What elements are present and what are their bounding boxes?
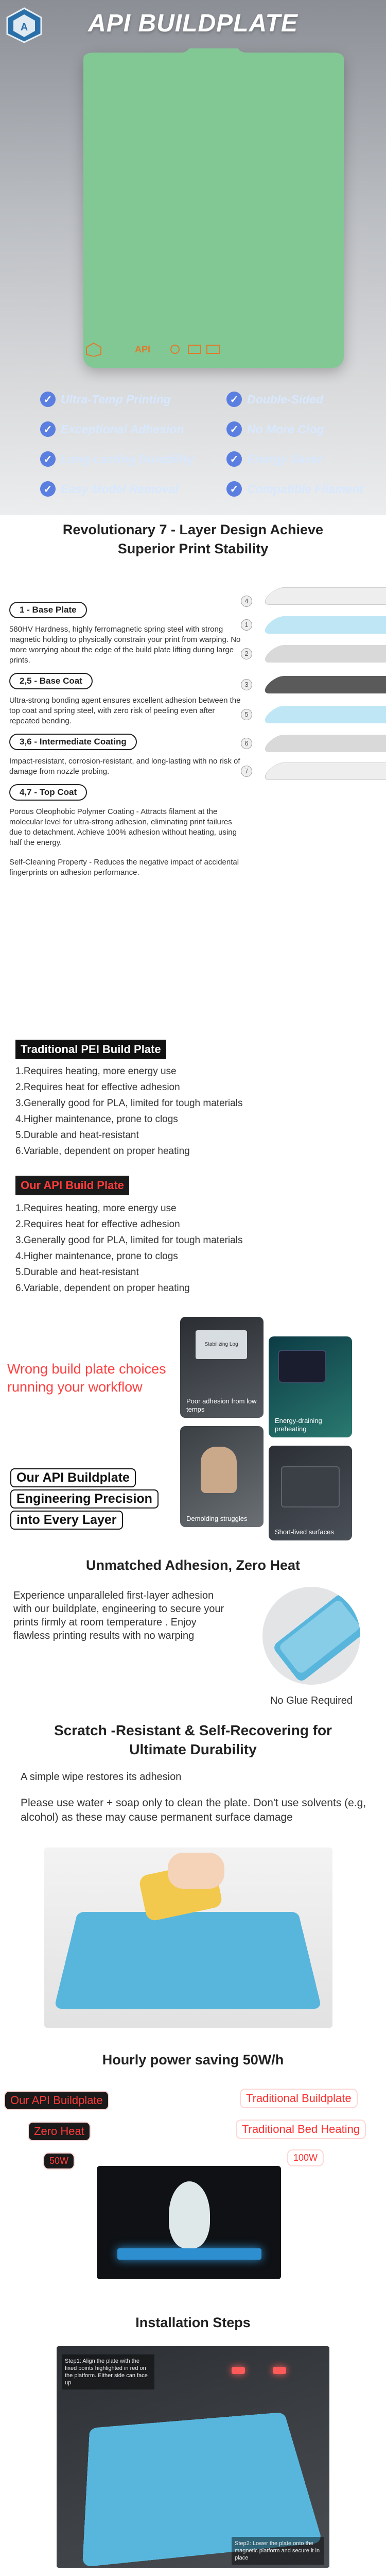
layers-heading: Revolutionary 7 - Layer Design Achieve Superior Print Stability	[62, 522, 324, 556]
photo-preheating: Energy-draining preheating	[269, 1336, 352, 1437]
photo-poor-adhesion: Stabilizing Log Poor adhesion from low temps	[180, 1317, 264, 1418]
traditional-label: Traditional Buildplate	[241, 2090, 357, 2107]
check-icon: ✓	[40, 392, 56, 407]
feature-item: ✓ Ultra-Temp Printing	[40, 392, 195, 407]
feature-item: ✓ No More Clog	[226, 421, 381, 437]
check-icon: ✓	[226, 481, 242, 497]
layers-section	[0, 515, 386, 1030]
traditional-watt-label: 100W	[288, 2150, 323, 2165]
svg-text:A: A	[20, 22, 28, 33]
layer-label: 4,7 - Top Coat	[9, 784, 87, 801]
install-heading: Installation Steps	[135, 2315, 251, 2330]
adhesion-heading: Unmatched Adhesion, Zero Heat	[85, 1557, 301, 1573]
api-label: Our API Buildplate	[5, 2092, 108, 2109]
feature-item: ✓ Long-Lasting Durability	[40, 451, 195, 467]
wipe-illustration	[44, 1848, 332, 2028]
wrong-heading: Wrong build plate choices running your workflow	[7, 1361, 166, 1395]
layer-label: 3,6 - Intermediate Coating	[9, 734, 137, 750]
layer-item: 4,7 - Top Coat Porous Oleophobic Polymer Coating - Attracts filament at the molecular level for ultra-strong adhesion, eliminating print failures due to detachment. Achieve 100% adhesion without heating, using half the energy.	[9, 784, 241, 848]
check-icon: ✓	[40, 451, 56, 467]
hero-title: API BUILDPLATE	[88, 10, 298, 37]
step2-text: Step2: Lower the plate onto the magnetic platform and secure it in place	[232, 2537, 324, 2565]
check-icon: ✓	[226, 421, 242, 437]
pei-title: Traditional PEI Build Plate	[15, 1040, 166, 1059]
power-section	[0, 2040, 386, 2298]
feature-item: ✓ Exceptional Adhesion	[40, 421, 195, 437]
no-glue-illustration	[262, 1587, 360, 1685]
plate-print-marks-icon	[83, 341, 344, 357]
zero-heat-label: Zero Heat	[29, 2123, 90, 2140]
check-icon: ✓	[226, 451, 242, 467]
check-icon: ✓	[40, 421, 56, 437]
step1-text: Step1: Align the plate with the fixed points highlighted in red on the platform. Either side can face up	[62, 2354, 154, 2389]
layer-item: 2,5 - Base Coat Ultra-strong bonding agent ensures excellent adhesion between the top coat and spring steel, with zero risk of peeling even after repeated bending.	[9, 673, 241, 726]
self-cleaning-text: Self-Cleaning Property - Reduces the negative impact of accidental fingerprints on adhesion performance.	[9, 858, 239, 877]
install-illustration	[57, 2346, 329, 2568]
power-heading: Hourly power saving 50W/h	[102, 2052, 284, 2067]
photo-short-lived: Short-lived surfaces	[269, 1446, 352, 1540]
api-list: 1.Requires heating, more energy use 2.Requires heat for effective adhesion 3.Generally good for PLA, limited for tough materials 4.Higher maintenance, prone to clogs 5.Durable and heat-resistant 6.Variable, dependent on proper heating	[15, 1203, 243, 1294]
scratch-heading: Scratch -Resistant & Self-Recovering for Ultimate Durability	[54, 1722, 332, 1757]
cleaning-note: Please use water + soap only to clean the plate. Don't use solvents (e.g, alcohol) as these may cause permanent surface damage	[21, 1797, 366, 1823]
wrong-choices-section	[0, 1314, 386, 1540]
no-glue-badge: No Glue Required	[270, 1695, 353, 1706]
feature-list-left	[40, 392, 195, 497]
hero-section	[0, 0, 386, 515]
scratch-section	[0, 1721, 386, 2030]
layer-item: 3,6 - Intermediate Coating Impact-resistant, corrosion-resistant, and long-lasting with no risk of damage from nozzle probing.	[9, 734, 241, 777]
adhesion-section	[0, 1546, 386, 1716]
compare-section	[0, 1030, 386, 1216]
printer-illustration	[97, 2166, 281, 2279]
traditional-heating-label: Traditional Bed Heating	[237, 2121, 365, 2138]
feature-item: ✓ Compatible Filament	[226, 481, 381, 497]
scratch-sub: A simple wipe restores its adhesion	[21, 1771, 182, 1783]
pei-block: Traditional PEI Build Plate 1.Requires heating, more energy use 2.Requires heat for effective adhesion 3.Generally good for PLA, limited for tough materials 4.Higher maintenance, prone to clogs 5.Durable and heat-resistant 6.Variable, dependent on proper heating	[15, 1040, 242, 1159]
build-plate-image	[83, 53, 344, 368]
engineering-block: Our API Buildplate Engineering Precision into Every Layer	[10, 1468, 159, 1532]
layer-label: 1 - Base Plate	[9, 602, 87, 618]
svg-text:API: API	[135, 344, 151, 354]
layer-item: 1 - Base Plate 580HV Hardness, highly ferromagnetic spring steel with strong magnetic holding to physically constrain your print from warping. No more worrying about the edge of the build plate lifting during large prints.	[9, 602, 241, 666]
layer-desc-list	[9, 602, 241, 878]
api-watt-label: 50W	[44, 2154, 74, 2168]
check-icon: ✓	[226, 392, 242, 407]
photo-demolding: Demolding struggles	[180, 1426, 264, 1527]
check-icon: ✓	[40, 481, 56, 497]
layer-label: 2,5 - Base Coat	[9, 673, 93, 689]
feature-item: ✓ Easy Model Removal	[40, 481, 195, 497]
feature-list-right	[226, 392, 381, 497]
layers-illustration: 4 1 2 3 5 6 7	[237, 587, 386, 814]
install-section	[0, 2303, 386, 2576]
feature-item: ✓ Energy Saver	[226, 451, 381, 467]
adhesion-text: Experience unparalleled first-layer adhesion with our buildplate, engineering to secure your prints firmly at room temperature . Enjoy flawless printing results with no warping	[13, 1590, 224, 1641]
api-block	[15, 1176, 129, 1195]
api-title: Our API Build Plate	[15, 1176, 129, 1195]
feature-item: ✓ Double-Sided	[226, 392, 381, 407]
